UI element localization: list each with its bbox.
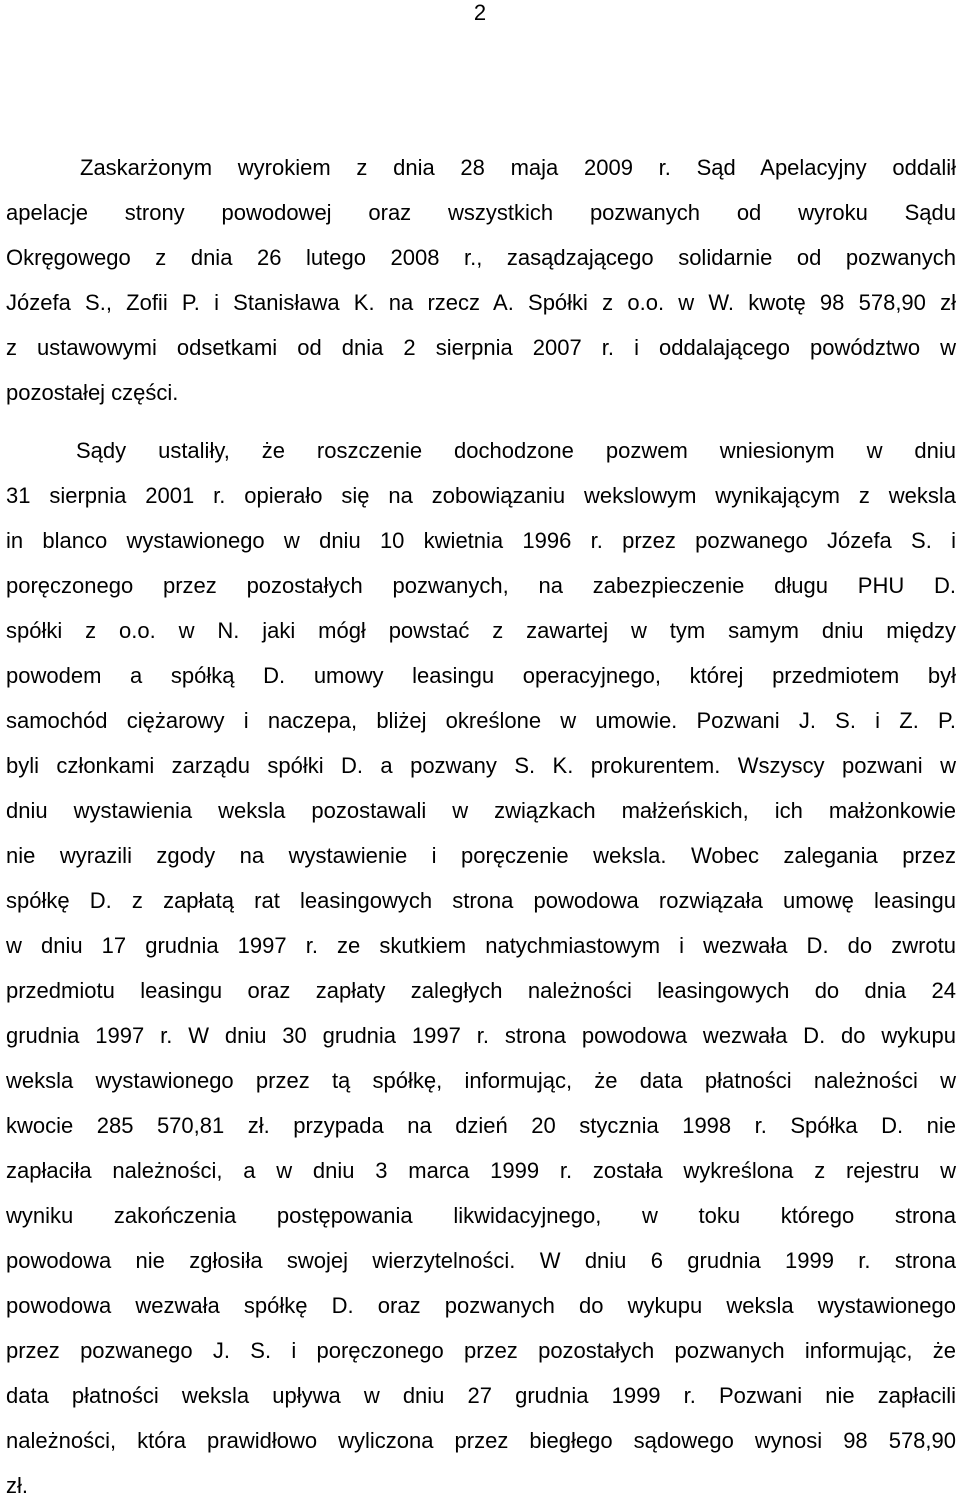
text-line: data płatności weksla upływa w dniu 27 grudnia 1999 r. Pozwani nie zapłacili	[6, 1383, 956, 1408]
text-line: zapłaciła należności, a w dniu 3 marca 1999 r. została wykreślona z rejestru w	[6, 1158, 956, 1183]
text-line: pozostałej części.	[6, 380, 179, 405]
text-line: byli członkami zarządu spółki D. a pozwany S. K. prokurentem. Wszyscy pozwani w	[6, 753, 956, 778]
text-line: nie wyrazili zgody na wystawienie i poręczenie weksla. Wobec zalegania przez	[6, 843, 956, 868]
text-line: samochód ciężarowy i naczepa, bliżej określone w umowie. Pozwani J. S. i Z. P.	[6, 708, 956, 733]
text-line: przedmiotu leasingu oraz zapłaty zaległych należności leasingowych do dnia 24	[6, 978, 956, 1003]
text-line: in blanco wystawionego w dniu 10 kwietnia 1996 r. przez pozwanego Józefa S. i	[6, 528, 956, 553]
text-line: kwocie 285 570,81 zł. przypada na dzień 20 stycznia 1998 r. Spółka D. nie	[6, 1113, 956, 1138]
text-line: poręczonego przez pozostałych pozwanych, na zabezpieczenie długu PHU D.	[6, 573, 956, 598]
page-number: 2	[473, 0, 487, 25]
text-line: weksla wystawionego przez tą spółkę, informując, że data płatności należności w	[6, 1068, 956, 1093]
text-line: powodem a spółką D. umowy leasingu operacyjnego, której przedmiotem był	[6, 663, 956, 688]
text-line: powodowa nie zgłosiła swojej wierzytelności. W dniu 6 grudnia 1999 r. strona	[6, 1248, 956, 1273]
text-line: Sądy ustaliły, że roszczenie dochodzone pozwem wniesionym w dniu	[76, 438, 956, 463]
text-line: z ustawowymi odsetkami od dnia 2 sierpnia 2007 r. i oddalającego powództwo w	[6, 335, 956, 360]
text-line: apelacje strony powodowej oraz wszystkich pozwanych od wyroku Sądu	[6, 200, 956, 225]
text-line: powodowa wezwała spółkę D. oraz pozwanych do wykupu weksla wystawionego	[6, 1293, 956, 1318]
text-line: spółki z o.o. w N. jaki mógł powstać z zawartej w tym samym dniu między	[6, 618, 956, 643]
text-line: wyniku zakończenia postępowania likwidacyjnego, w toku którego strona	[6, 1203, 956, 1228]
text-line: przez pozwanego J. S. i poręczonego przez pozostałych pozwanych informując, że	[6, 1338, 956, 1363]
text-line: w dniu 17 grudnia 1997 r. ze skutkiem natychmiastowym i wezwała D. do zwrotu	[6, 933, 956, 958]
paragraph-gap	[6, 415, 956, 428]
text-line: Okręgowego z dnia 26 lutego 2008 r., zasądzającego solidarnie od pozwanych	[6, 245, 956, 270]
text-line: 31 sierpnia 2001 r. opierało się na zobowiązaniu wekslowym wynikającym z weksla	[6, 483, 956, 508]
text-line: dniu wystawienia weksla pozostawali w związkach małżeńskich, ich małżonkowie	[6, 798, 956, 823]
text-line: spółkę D. z zapłatą rat leasingowych strona powodowa rozwiązała umowę leasingu	[6, 888, 956, 913]
text-line: Józefa S., Zofii P. i Stanisława K. na rzecz A. Spółki z o.o. w W. kwotę 98 578,90 zł	[6, 290, 956, 315]
document-body	[6, 145, 956, 1508]
text-line: grudnia 1997 r. W dniu 30 grudnia 1997 r. strona powodowa wezwała D. do wykupu	[6, 1023, 956, 1048]
text-line: należności, która prawidłowo wyliczona przez biegłego sądowego wynosi 98 578,90	[6, 1428, 956, 1453]
text-line: zł.	[6, 1473, 28, 1498]
text-line: Zaskarżonym wyrokiem z dnia 28 maja 2009 r. Sąd Apelacyjny oddalił	[80, 155, 956, 180]
